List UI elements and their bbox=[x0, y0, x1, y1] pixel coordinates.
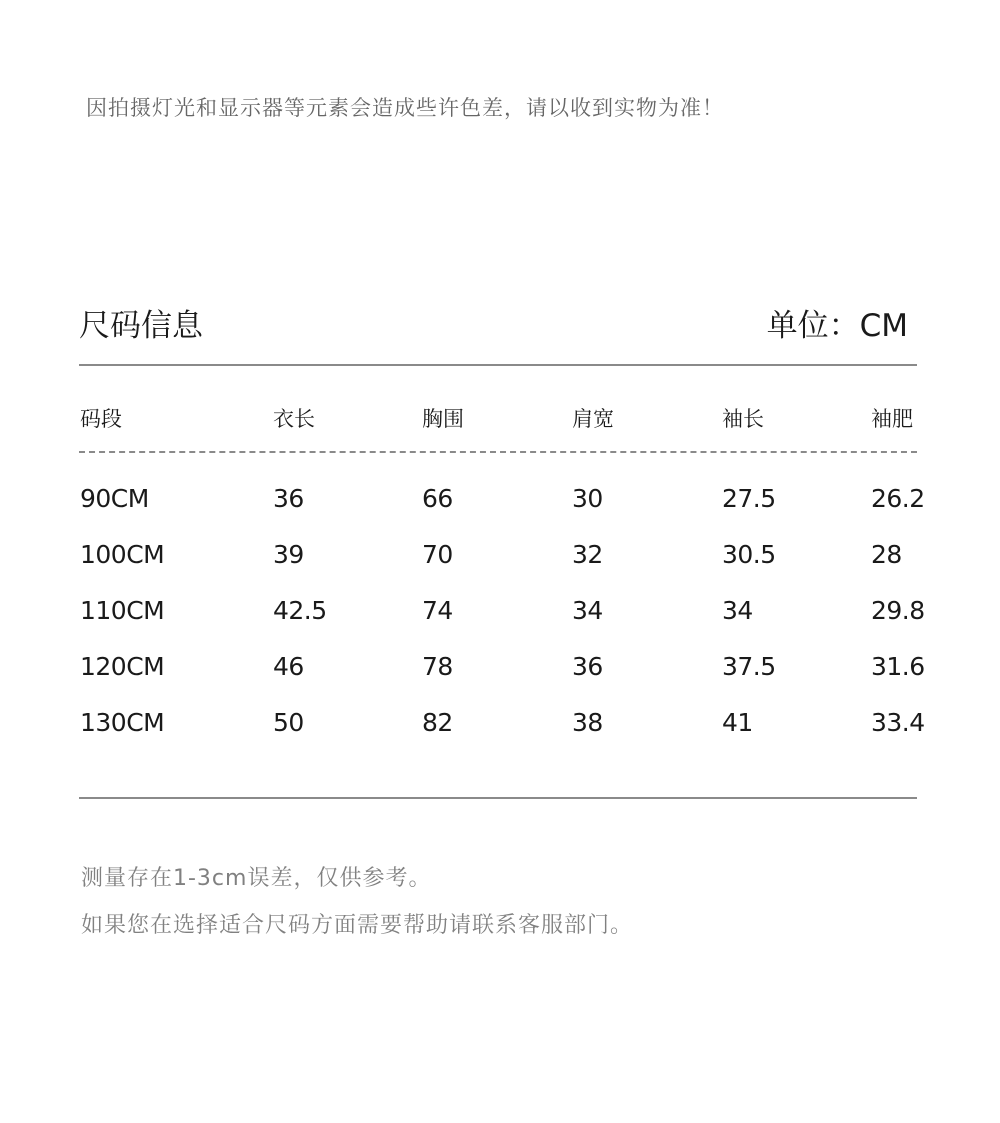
header-sleeve-length: 袖长 bbox=[722, 407, 764, 431]
table-cell: 100CM bbox=[80, 540, 165, 569]
table-cell: 26.2 bbox=[871, 484, 925, 513]
header-chest: 胸围 bbox=[422, 407, 464, 431]
table-cell: 39 bbox=[273, 540, 304, 569]
table-cell: 31.6 bbox=[871, 652, 925, 681]
table-bottom-rule bbox=[79, 797, 917, 799]
table-cell: 78 bbox=[422, 652, 453, 681]
table-cell: 38 bbox=[572, 708, 603, 737]
table-cell: 34 bbox=[722, 596, 753, 625]
table-cell: 28 bbox=[871, 540, 902, 569]
table-cell: 34 bbox=[572, 596, 603, 625]
table-cell: 46 bbox=[273, 652, 304, 681]
contact-service-note: 如果您在选择适合尺码方面需要帮助请联系客服部门。 bbox=[81, 913, 634, 938]
table-cell: 30 bbox=[572, 484, 603, 513]
table-cell: 90CM bbox=[80, 484, 149, 513]
size-info-title: 尺码信息 bbox=[79, 308, 203, 344]
color-notice: 因拍摄灯光和显示器等元素会造成些许色差，请以收到实物为准！ bbox=[86, 96, 724, 120]
table-cell: 74 bbox=[422, 596, 453, 625]
table-cell: 120CM bbox=[80, 652, 165, 681]
table-cell: 110CM bbox=[80, 596, 165, 625]
table-cell: 30.5 bbox=[722, 540, 776, 569]
table-cell: 41 bbox=[722, 708, 753, 737]
measurement-error-note: 测量存在1-3cm误差，仅供参考。 bbox=[81, 866, 432, 891]
table-cell: 36 bbox=[572, 652, 603, 681]
header-divider bbox=[79, 451, 917, 453]
table-cell: 42.5 bbox=[273, 596, 327, 625]
table-top-rule bbox=[79, 364, 917, 366]
table-cell: 36 bbox=[273, 484, 304, 513]
header-size-range: 码段 bbox=[80, 407, 122, 431]
header-shoulder: 肩宽 bbox=[572, 407, 614, 431]
table-cell: 82 bbox=[422, 708, 453, 737]
table-cell: 70 bbox=[422, 540, 453, 569]
table-cell: 50 bbox=[273, 708, 304, 737]
header-length: 衣长 bbox=[273, 407, 315, 431]
table-cell: 29.8 bbox=[871, 596, 925, 625]
table-cell: 130CM bbox=[80, 708, 165, 737]
table-cell: 66 bbox=[422, 484, 453, 513]
header-sleeve-width: 袖肥 bbox=[871, 407, 913, 431]
table-cell: 33.4 bbox=[871, 708, 925, 737]
table-cell: 32 bbox=[572, 540, 603, 569]
unit-label: 单位：CM bbox=[766, 308, 908, 344]
table-cell: 27.5 bbox=[722, 484, 776, 513]
table-cell: 37.5 bbox=[722, 652, 776, 681]
